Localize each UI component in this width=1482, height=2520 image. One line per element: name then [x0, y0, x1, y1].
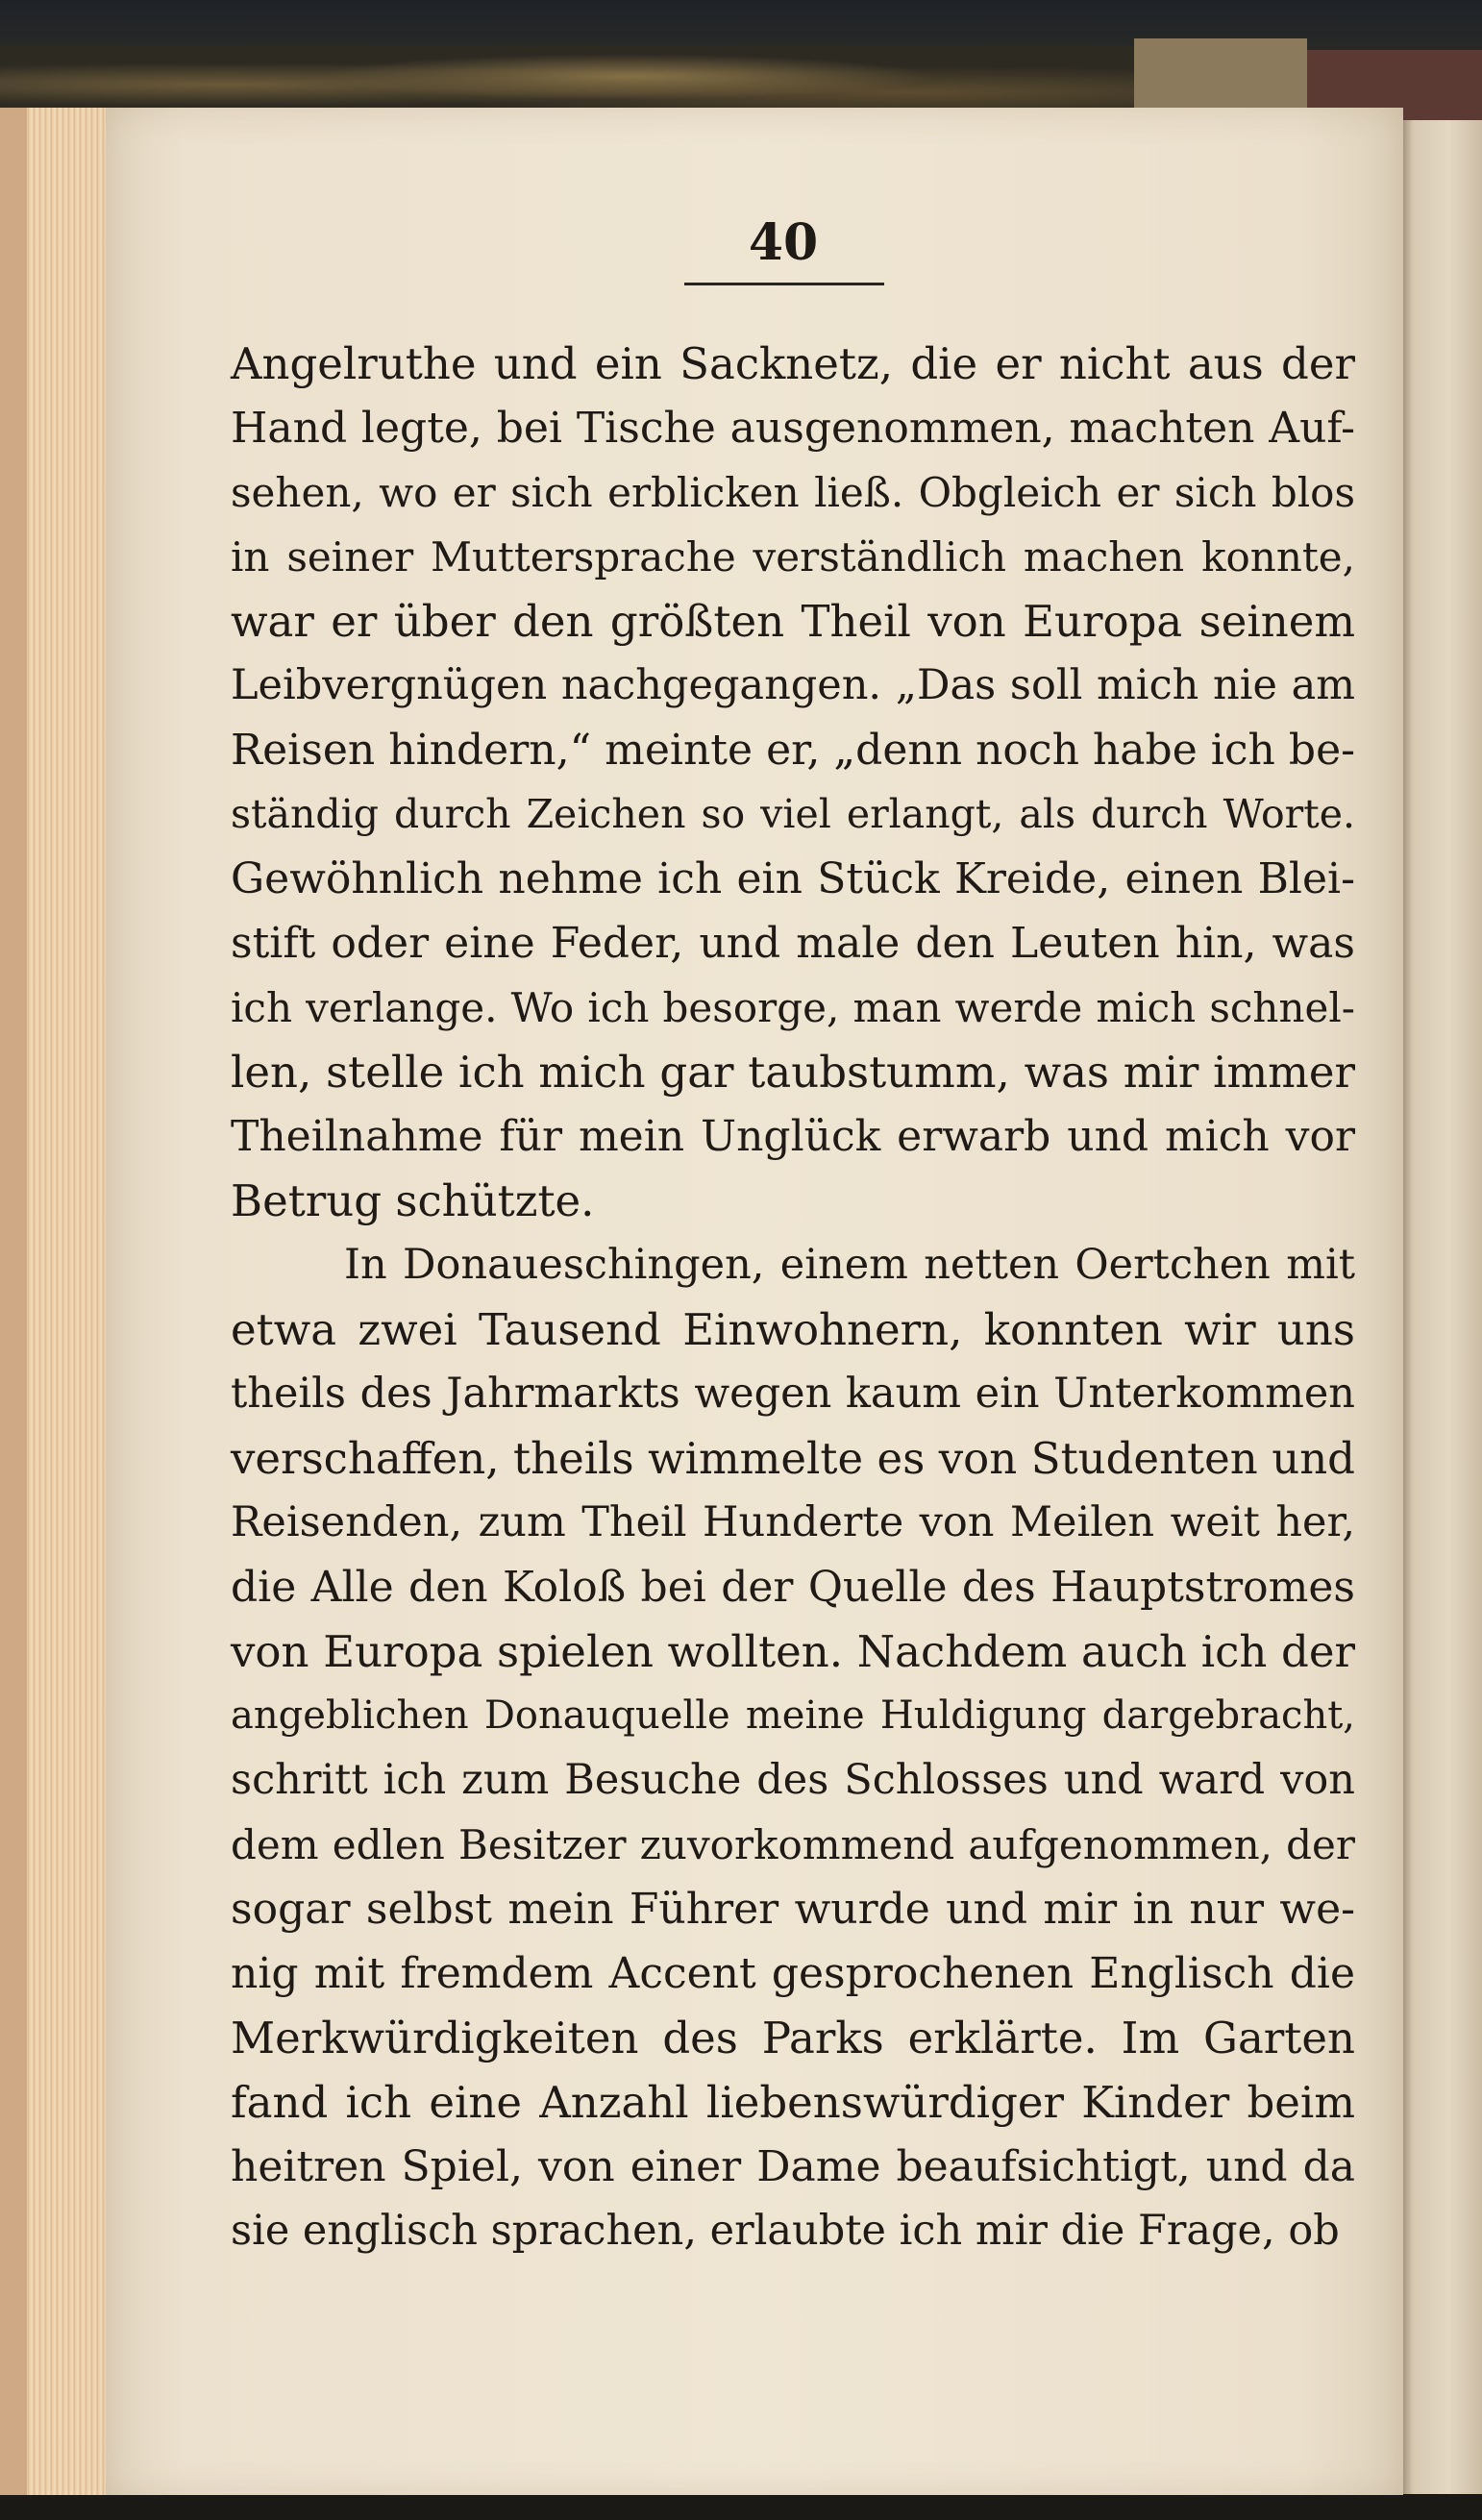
text-line: Leibvergnügen nachgegangen. „Das soll mich nie am: [231, 661, 1355, 709]
text-line: Merkwürdigkeiten des Parks erklärte. Im Garten: [231, 2013, 1355, 2063]
text-line: sogar selbst mein Führer wurde und mir in nur we-: [231, 1885, 1355, 1934]
text-line: angeblichen Donauquelle meine Huldigung dargebracht,: [231, 1693, 1355, 1738]
text-line: etwa zwei Tausend Einwohnern, konnten wir uns: [231, 1304, 1355, 1355]
text-line: die Alle den Koloß bei der Quelle des Hauptstromes: [231, 1563, 1355, 1612]
text-line: Theilnahme für mein Unglück erwarb und mich vor: [231, 1112, 1355, 1161]
page-edge-shadow: [0, 108, 27, 2501]
page-number: 40: [748, 213, 819, 272]
text-line: war er über den größten Theil von Europa seinem: [231, 596, 1355, 647]
text-line: Hand legte, bei Tische ausgenommen, machten Auf-: [231, 404, 1355, 453]
text-line: in seiner Muttersprache verständlich machen konnte,: [231, 533, 1355, 581]
text-line: ständig durch Zeichen so viel erlangt, als durch Worte.: [231, 791, 1355, 837]
header-rule: [684, 283, 884, 285]
text-line: stift oder eine Feder, und male den Leuten hin, was: [231, 919, 1355, 968]
text-line: dem edlen Besitzer zuvorkommend aufgenommen, der: [231, 1821, 1355, 1868]
text-line: Gewöhnlich nehme ich ein Stück Kreide, einen Blei-: [231, 854, 1355, 903]
page-edges-right: [1398, 120, 1482, 2494]
text-line: Angelruthe und ein Sacknetz, die er nicht aus der: [231, 338, 1355, 389]
text-line: Betrug schützte.: [231, 1175, 595, 1226]
background-bottom: [0, 2495, 1482, 2520]
text-line: nig mit fremdem Accent gesprochenen Englisch die: [231, 1949, 1355, 1998]
text-line: Reisenden, zum Theil Hunderte von Meilen weit her,: [231, 1498, 1355, 1546]
text-line: von Europa spielen wollten. Nachdem auch ich der: [231, 1626, 1355, 1677]
text-line: verschaffen, theils wimmelte es von Studenten und: [231, 1433, 1355, 1484]
text-line: fand ich eine Anzahl liebenswürdiger Kinder beim: [231, 2077, 1355, 2128]
text-line: schritt ich zum Besuche des Schlosses und ward von: [231, 1756, 1355, 1804]
text-line: ich verlange. Wo ich besorge, man werde mich schnel-: [231, 984, 1355, 1031]
text-line: sie englisch sprachen, erlaubte ich mir die Frage, ob: [231, 2207, 1340, 2255]
text-line: In Donaueschingen, einem netten Oertchen mit: [344, 1241, 1355, 1289]
text-line: heitren Spiel, von einer Dame beaufsichtigt, und da: [231, 2142, 1355, 2191]
text-line: sehen, wo er sich erblicken ließ. Obgleich er sich blos: [231, 469, 1355, 516]
text-line: len, stelle ich mich gar taubstumm, was mir immer: [231, 1047, 1355, 1098]
body-text: [231, 332, 1355, 2263]
text-line: Reisen hindern,“ meinte er, „denn noch habe ich be-: [231, 726, 1355, 775]
text-line: theils des Jahrmarkts wegen kaum ein Unterkommen: [231, 1370, 1355, 1418]
